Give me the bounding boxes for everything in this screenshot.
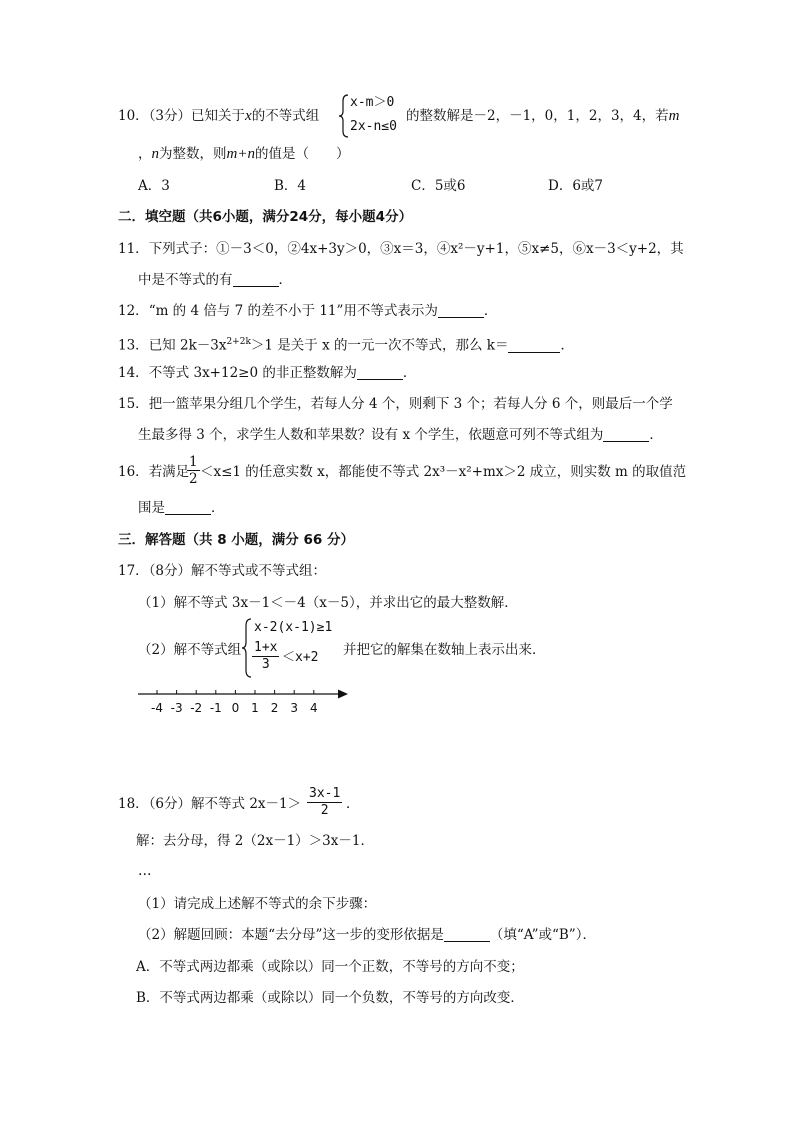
q11-line1 <box>118 240 684 258</box>
q17-part2-pre: （2）解不等式组 <box>138 642 242 658</box>
q18-solution: 解：去分母，得 2（2x－1）＞3x－1． <box>136 833 374 849</box>
q10-var-n: n <box>151 146 159 162</box>
q13-line <box>118 333 574 355</box>
q10-line2 <box>138 145 349 163</box>
q16-text-pre: 若满足 <box>148 464 190 480</box>
section3-title: 三．解答题（共 8 小题，满分 66 分） <box>118 532 354 548</box>
number-line <box>136 680 356 720</box>
number-line-label: 3 <box>290 701 299 715</box>
number-line-label: 0 <box>231 701 240 715</box>
q17-eq2-fraction <box>252 640 279 673</box>
q12-text: “m 的 4 倍与 7 的差不小于 11”用不等式表示为 <box>148 303 438 319</box>
q17-eq2-rhs: ＜x+2 <box>282 650 319 665</box>
q10-var-x: x <box>245 108 252 124</box>
q13-text-pre: 已知 2k－3x <box>148 337 227 354</box>
q10-eq1: x-m＞0 <box>350 95 395 110</box>
q17-text: （8分）解不等式或不等式组： <box>148 563 327 579</box>
q15-text: 把一篮苹果分组几个学生，若每人分 4 个，则剩下 3 个；若每人分 6 个，则最后一个学 <box>148 396 673 412</box>
q15-line2-text: 生最多得 3 个，求学生人数和苹果数？设有 x 个学生，依题意可列不等式组为 <box>138 427 604 443</box>
q11-end: ． <box>278 272 292 288</box>
q10-text-post: 的整数解是－2，－1，0，1，2，3，4，若 <box>406 108 669 124</box>
q18-option-b: B．不等式两边都乘（或除以）同一个负数，不等号的方向改变． <box>136 990 524 1006</box>
q12-end: ． <box>483 303 498 319</box>
q16-line1 <box>118 463 189 481</box>
q10-line1-post <box>406 107 679 125</box>
q18-frac-num: 3x-1 <box>309 786 341 801</box>
q12-line <box>118 302 497 320</box>
q11-number: 11． <box>118 241 149 257</box>
q18-part2-pre: （2）解题回顾：本题“去分母”这一步的变形依据是 <box>138 927 444 943</box>
q16-frac-den: 2 <box>189 471 198 487</box>
q15-answer-blank[interactable] <box>603 427 649 442</box>
q13-exponent: 2+2k <box>226 337 251 347</box>
q18-part1: （1）请完成上述解不等式的余下步骤： <box>138 896 377 912</box>
number-line-arrow-icon <box>338 690 348 699</box>
q10-option-c: C．5或6 <box>411 178 466 194</box>
q18-line <box>118 795 301 813</box>
section2-title: 二．填空题（共6小题，满分24分，每小题4分） <box>118 209 413 225</box>
q16-answer-blank[interactable] <box>165 500 211 515</box>
q13-end: ． <box>560 337 574 354</box>
q15-number: 15． <box>118 396 149 412</box>
number-line-label: -4 <box>151 701 163 715</box>
number-line-label: 4 <box>309 701 318 715</box>
q14-number: 14． <box>118 365 149 381</box>
q17-part2-post: 并把它的解集在数轴上表示出来． <box>343 642 546 658</box>
number-line-label: -2 <box>190 701 203 715</box>
q14-answer-blank[interactable] <box>357 365 403 380</box>
q10-line2-post: 的值是（ ） <box>254 146 350 162</box>
q17-eq2-den: 3 <box>261 657 270 672</box>
q10-text-pre: 已知关于 <box>191 108 246 124</box>
q18-text: （6分）解不等式 2x－1＞ <box>148 796 302 812</box>
number-line-label: -3 <box>170 701 183 715</box>
q13-number: 13． <box>118 337 149 354</box>
q10-line2-mid: 为整数，则 <box>159 146 227 162</box>
q18-frac-den: 2 <box>320 803 329 818</box>
q14-line <box>118 364 416 382</box>
q13-text-post: ＞1 是关于 x 的一元一次不等式，那么 k＝ <box>250 337 509 354</box>
q17-eq1: x-2(x-1)≥1 <box>254 620 333 635</box>
q10-score: （3分） <box>148 108 192 124</box>
q16-frac-num: 1 <box>189 454 198 470</box>
number-line-label: 1 <box>251 701 259 715</box>
q12-number: 12． <box>118 303 149 319</box>
q14-text: 不等式 3x+12≥0 的非正整数解为 <box>148 365 357 381</box>
q12-answer-blank[interactable] <box>438 303 484 318</box>
q10-line2-pre: ， <box>138 146 152 162</box>
q16-fraction <box>187 454 200 487</box>
q18-option-a: A．不等式两边都乘（或除以）同一个正数，不等号的方向不变； <box>136 959 524 975</box>
q10-line1 <box>118 107 319 125</box>
q18-ellipsis: … <box>138 863 152 879</box>
q13-answer-blank[interactable] <box>508 338 560 353</box>
q10-option-a: A．3 <box>138 178 170 194</box>
q11-line2-text: 中是不等式的有 <box>138 272 233 288</box>
q10-system-brace <box>338 94 350 142</box>
q10-expr: m+n <box>226 146 255 162</box>
q18-answer-blank[interactable] <box>444 927 490 942</box>
q15-line1 <box>118 395 673 413</box>
q17-eq2-num: 1+x <box>254 640 278 655</box>
q11-line2 <box>138 271 292 289</box>
number-line-label: -1 <box>209 701 222 715</box>
q18-end: ． <box>346 796 360 812</box>
q10-eq2: 2x-n≤0 <box>350 119 397 134</box>
q16-line2-text: 围是 <box>138 500 165 516</box>
q17-part1: （1）解不等式 3x－1＜－4（x－5），并求出它的最大整数解． <box>138 595 518 611</box>
q16-number: 16． <box>118 464 149 480</box>
q10-number: 10． <box>118 108 149 124</box>
q18-number: 18． <box>118 796 149 812</box>
q18-part2-post: （填“A”或“B”）． <box>489 927 596 943</box>
q15-line2 <box>138 426 663 444</box>
q10-text-mid: 的不等式组 <box>251 108 320 124</box>
q18-part2 <box>138 926 596 944</box>
q17-line <box>118 562 326 580</box>
q16-line2 <box>138 499 225 517</box>
q10-option-d: D．6或7 <box>548 178 604 194</box>
number-line-label: 2 <box>270 701 279 715</box>
q16-line1-post: ＜x≤1 的任意实数 x，都能使不等式 2x³－x²+mx＞2 成立，则实数 m 的取值范 <box>200 464 687 480</box>
q17-number: 17． <box>118 563 149 579</box>
q14-end: ． <box>402 365 417 381</box>
q10-var-m: m <box>668 108 680 124</box>
q18-fraction <box>307 786 342 819</box>
q11-answer-blank[interactable] <box>233 272 279 287</box>
q16-end: ． <box>211 500 225 516</box>
q15-end: ． <box>649 427 663 443</box>
q11-text: 下列式子：①－3＜0，②4x+3y＞0，③x＝3，④x²－y+1，⑤x≠5，⑥x－3＜y+2，其 <box>148 241 684 257</box>
q10-option-b: B．4 <box>274 178 307 194</box>
